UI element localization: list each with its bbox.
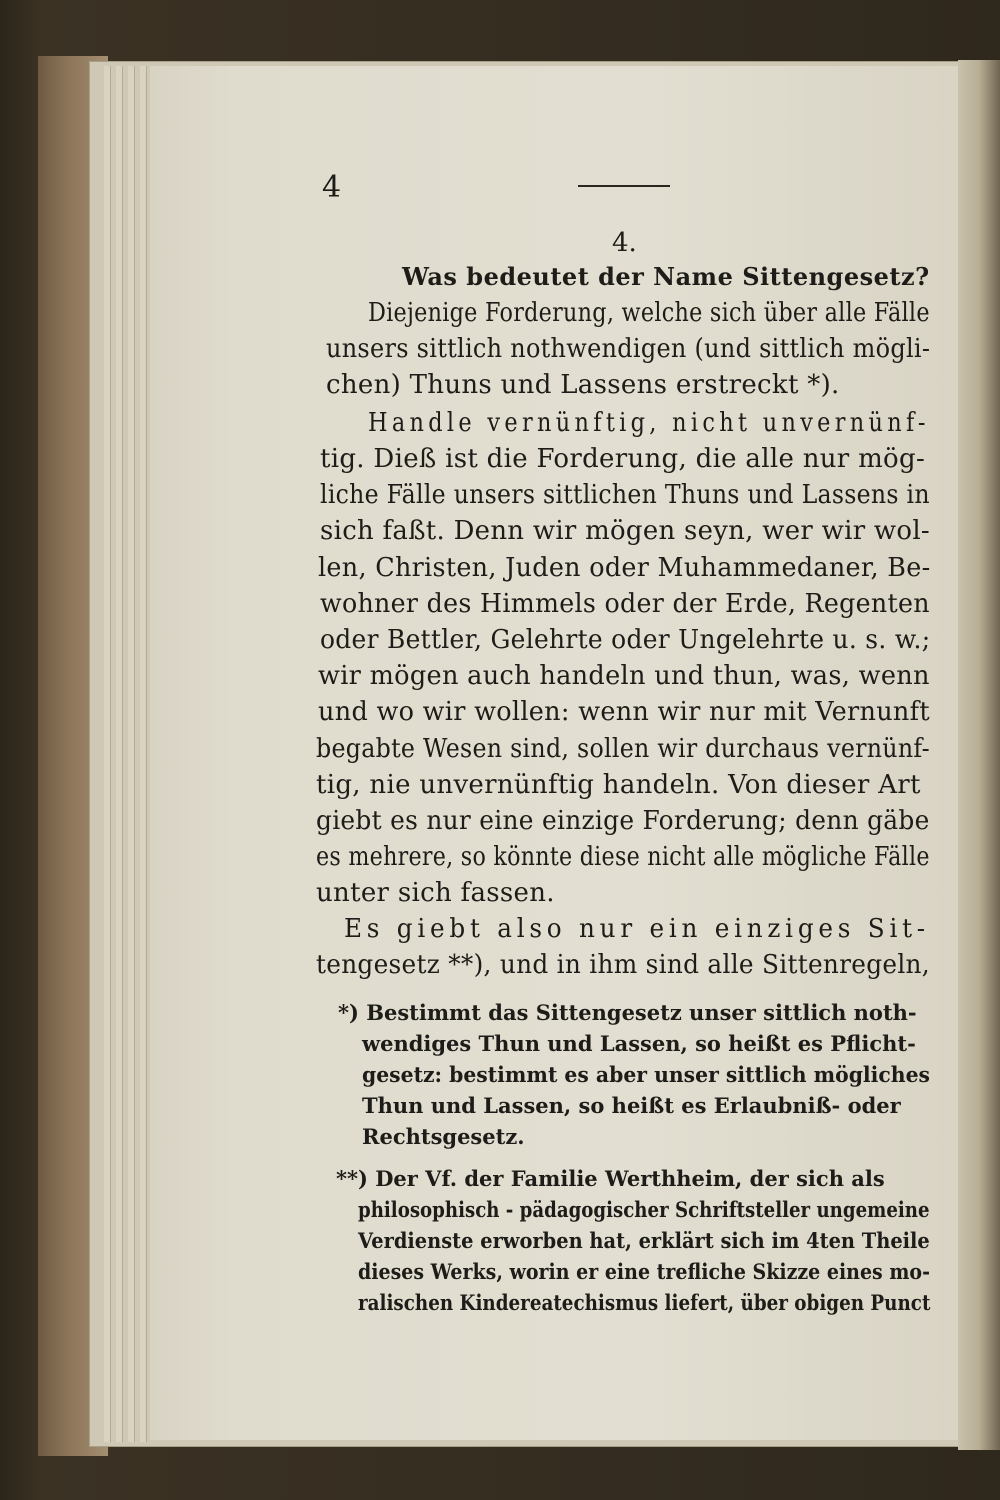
page-number: 4	[322, 170, 342, 205]
body-line: tengesetz **), und in ihm sind alle Sittenregeln,	[316, 950, 930, 980]
body-line: wohner des Himmels oder der Erde, Regenten	[320, 589, 930, 619]
body-line: oder Bettler, Gelehrte oder Ungelehrte u. s. w.;	[320, 625, 931, 655]
footnote-line: **) Der Vf. der Familie Werthheim, der sich als	[336, 1166, 885, 1191]
page-edge	[140, 66, 147, 1442]
footnote-line: wendiges Thun und Lassen, so heißt es Pflicht-	[362, 1031, 916, 1056]
page-edge	[104, 66, 111, 1442]
footnote-line: *) Bestimmt das Sittengesetz unser sittlich noth-	[338, 1000, 917, 1025]
body-line: tig, nie unvernünftig handeln. Von dieser Art	[316, 770, 921, 800]
page-edge	[128, 66, 135, 1442]
body-line: Handle vernünftig, nicht unvernünf-	[368, 408, 930, 438]
section-question: Was bedeutet der Name Sittengesetz?	[402, 262, 930, 291]
body-line: sich faßt. Denn wir mögen seyn, wer wir wol-	[320, 516, 930, 546]
footnote-line: Rechtsgesetz.	[362, 1124, 525, 1149]
footnote-line: Verdienste erworben hat, erklärt sich im 4ten Theile	[358, 1228, 930, 1253]
body-line: wir mögen auch handeln und thun, was, wenn	[318, 661, 930, 691]
next-page-edge	[958, 60, 1000, 1450]
page-edge	[116, 66, 123, 1442]
body-line: begabte Wesen sind, sollen wir durchaus vernünf-	[316, 734, 930, 764]
footnote-line: philosophisch - pädagogischer Schriftsteller ungemeine	[358, 1197, 930, 1222]
body-line: unter sich fassen.	[316, 878, 555, 908]
body-line: len, Christen, Juden oder Muhammedaner, Be-	[318, 553, 931, 583]
body-line: chen) Thuns und Lassens erstreckt *).	[326, 370, 840, 400]
body-line: Diejenige Forderung, welche sich über alle Fälle	[368, 298, 930, 328]
footnote-line: dieses Werks, worin er eine trefliche Skizze eines mo-	[358, 1259, 930, 1284]
section-number: 4.	[612, 228, 637, 258]
footnote-line: Thun und Lassen, so heißt es Erlaubniß- oder	[362, 1093, 901, 1118]
body-line: Es giebt also nur ein einziges Sit-	[344, 914, 930, 944]
body-line: tig. Dieß ist die Forderung, die alle nur mög-	[320, 444, 926, 474]
body-line: liche Fälle unsers sittlichen Thuns und Lassens in	[320, 480, 930, 510]
footnote-line: gesetz: bestimmt es aber unser sittlich mögliches	[362, 1062, 930, 1087]
body-line: giebt es nur eine einzige Forderung; denn gäbe	[316, 806, 930, 836]
body-line: es mehrere, so könnte diese nicht alle mögliche Fälle	[316, 842, 930, 872]
body-line: unsers sittlich nothwendigen (und sittlich mögli-	[326, 334, 931, 364]
body-line: und wo wir wollen: wenn wir nur mit Vernunft	[318, 697, 930, 727]
header-rule	[578, 185, 670, 187]
footnote-line: ralischen Kindereatechismus liefert, über obigen Punct	[358, 1290, 931, 1315]
